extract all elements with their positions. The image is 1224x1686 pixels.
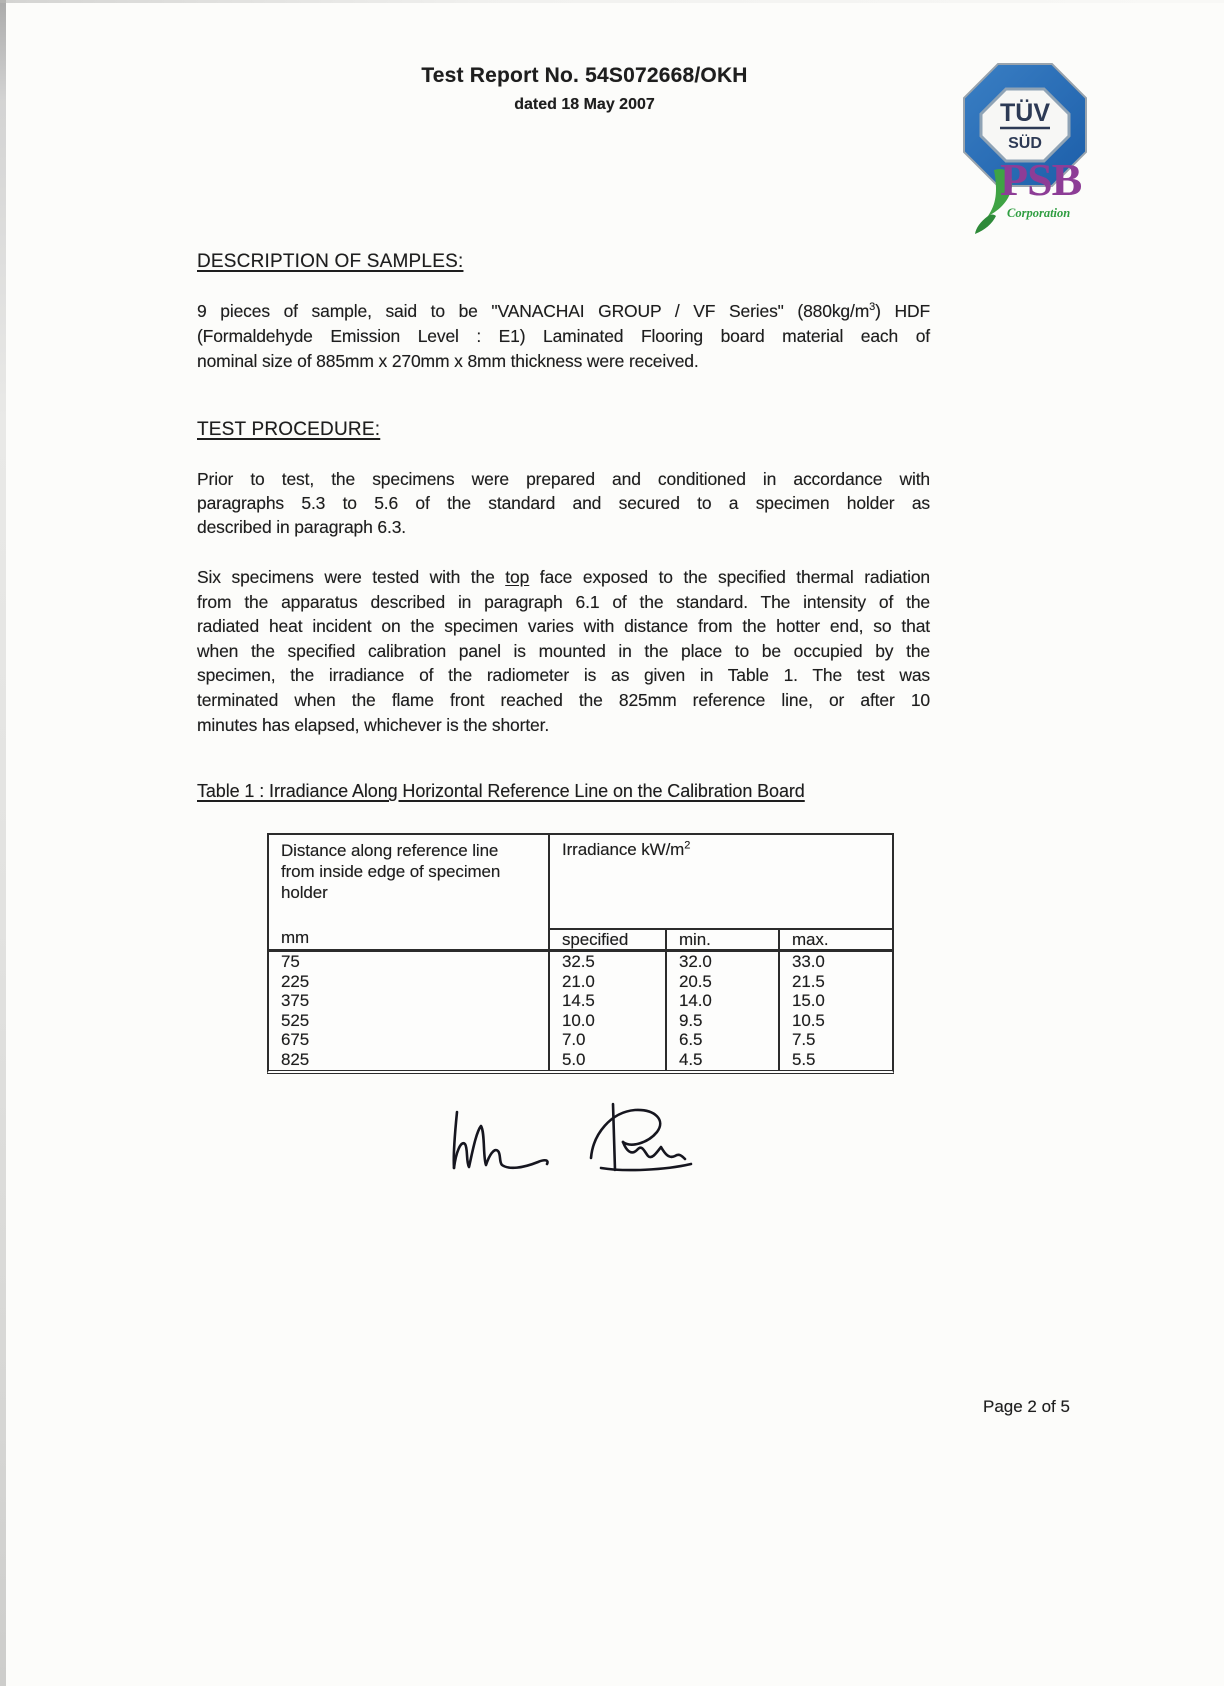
tuv-sud-psb-logo: [950, 58, 1100, 238]
table-row-cell: 375: [269, 991, 550, 1011]
procedure-heading: TEST PROCEDURE:: [197, 419, 381, 440]
table-row-cell: 75: [269, 952, 550, 972]
table-row-cell: 225: [269, 972, 550, 992]
description-paragraph: [197, 299, 930, 374]
underlined-top-word: top: [505, 567, 530, 587]
table-row-cell: 21.5: [778, 972, 892, 992]
table-row-cell: 14.0: [665, 991, 778, 1011]
superscript-2: 2: [684, 839, 691, 852]
scan-edge-artifact: [0, 0, 6, 1686]
table-row-cell: 4.5: [665, 1050, 778, 1070]
procedure-paragraph-1: [197, 467, 930, 540]
description-line-1: 9 pieces of sample, said to be "VANACHAI GROUP / VF Series" $(880kg/m^3)$ HDF: [197, 301, 930, 321]
procedure-p2-line-1: Six specimens were tested with the top face exposed to the specified thermal radiation: [197, 567, 930, 587]
scan-top-artifact: [0, 0, 1224, 3]
table-row-cell: 14.5: [562, 991, 595, 1011]
superscript-3: 3: [869, 301, 876, 314]
table-row-cell: 21.0: [562, 971, 595, 991]
table-row-cell: 675: [269, 1030, 550, 1050]
procedure-p1-line-3: described in paragraph 6.3.: [197, 517, 407, 538]
procedure-p2-line-4: when the specified calibration panel is mounted in the place to be occupied by the: [197, 640, 930, 661]
description-line-2: (Formaldehyde Emission Level : E1) Laminated Flooring board material each of: [197, 326, 930, 346]
signatures: [435, 1096, 745, 1196]
table-row-cell: 5.0: [562, 1049, 586, 1069]
table-subheader-min: min.: [665, 930, 778, 952]
procedure-p2-line-2: from the apparatus described in paragraph 6.1 of the standard. The intensity of the: [197, 591, 930, 612]
table-row-cell: 5.5: [778, 1050, 892, 1070]
table-row-cell: 32.5: [562, 952, 595, 971]
table-row-cell: 10.0: [562, 1010, 595, 1030]
procedure-paragraph-2: [197, 565, 930, 737]
table-row-cell: 32.0: [665, 952, 778, 972]
table-row-cell: 7.5: [778, 1030, 892, 1050]
table-row-cell: 10.5: [778, 1011, 892, 1031]
description-heading: DESCRIPTION OF SAMPLES:: [197, 251, 464, 272]
table-subheader-specified: specified: [550, 930, 665, 952]
handwritten-signature-icon: [435, 1096, 745, 1196]
table-row-cell: 15.0: [778, 991, 892, 1011]
table-irradiance-header-cell: Irradiance $kW/m^2$: [550, 835, 892, 930]
svg-text:SÜD: SÜD: [1008, 135, 1042, 152]
procedure-p2-line-7: minutes has elapsed, whichever is the shorter.: [197, 714, 550, 735]
table-row-cell: 825: [269, 1050, 550, 1070]
table-row-cell: 6.5: [665, 1030, 778, 1050]
report-date: dated 18 May 2007: [514, 96, 655, 113]
procedure-p2-line-5: specimen, the irradiance of the radiometer is as given in Table 1. The test was: [197, 665, 930, 686]
table-row-cell: 525: [269, 1011, 550, 1031]
procedure-p1-line-1: Prior to test, the specimens were prepared and conditioned in accordance with: [197, 469, 930, 489]
table-row-cell: 9.5: [665, 1011, 778, 1031]
table-subheader-max: max.: [778, 930, 892, 952]
procedure-p1-line-2: paragraphs 5.3 to 5.6 of the standard and secured to a specimen holder as: [197, 493, 930, 514]
table-row-cell: 33.0: [778, 952, 892, 972]
table-1-title: Table 1 : Irradiance Along Horizontal Reference Line on the Calibration Board: [197, 781, 805, 801]
procedure-p2-line-6: terminated when the flame front reached the 825mm reference line, or after 10: [197, 689, 930, 710]
svg-text:TÜV: TÜV: [1000, 99, 1050, 127]
table-row-cell: 7.0: [562, 1030, 586, 1050]
page-number: Page 2 of 5: [983, 1397, 1070, 1416]
description-line-3: nominal size of 885mm x 270mm x 8mm thickness were received.: [197, 351, 699, 371]
psb-corporation-label: Corporation: [1007, 206, 1071, 220]
table-col1-header-cell: Distance along reference line from inside edge of specimen holder mm: [269, 835, 550, 952]
table-col1-unit: mm: [281, 928, 310, 947]
psb-logo-text: PSB: [1000, 154, 1082, 205]
report-title: Test Report No. 54S072668/OKH: [421, 64, 748, 87]
procedure-p2-line-3: radiated heat incident on the specimen varies with distance from the hotter end, so that: [197, 616, 930, 637]
irradiance-table: [267, 833, 894, 1074]
table-row-cell: 20.5: [665, 972, 778, 992]
